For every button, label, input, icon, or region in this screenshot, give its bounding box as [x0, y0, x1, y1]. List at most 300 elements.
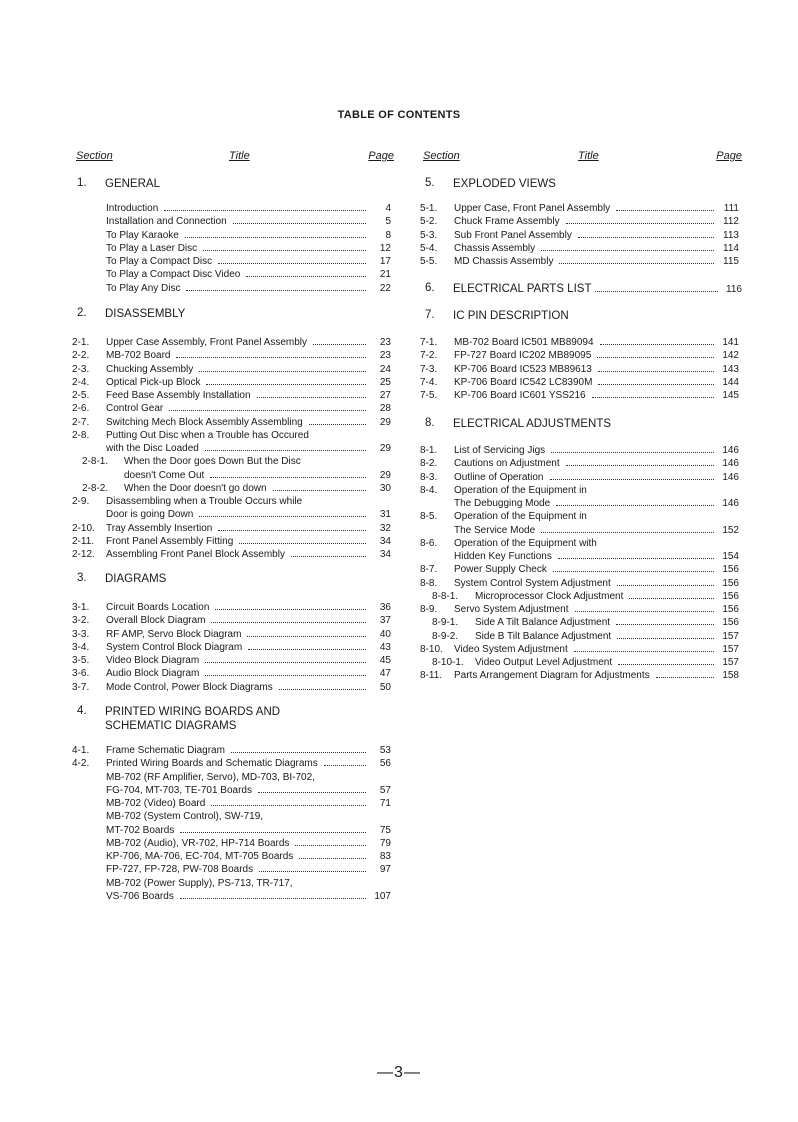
entry-title	[124, 469, 370, 482]
dot-leader	[169, 410, 366, 411]
entry-page: 111	[723, 203, 739, 214]
entry-number: 8-7.	[420, 564, 438, 576]
entry-page: 156	[722, 617, 739, 629]
entry-list	[420, 202, 742, 268]
toc-entry[interactable]	[72, 482, 394, 495]
entry-page: 97	[379, 864, 391, 876]
entry-number: 4-1.	[72, 745, 90, 756]
entry-title	[454, 497, 718, 510]
entry-title-text: MB-702 Board	[106, 350, 171, 362]
entry-title	[106, 282, 370, 295]
entry-number: 2-7.	[72, 416, 90, 428]
entry-title	[106, 797, 370, 810]
entry-title-text: Microprocessor Clock Adjustment	[475, 590, 624, 602]
dot-leader	[566, 223, 714, 224]
toc-entry[interactable]	[72, 654, 394, 667]
entry-title-text: MB-702 (Video) Board	[106, 798, 206, 809]
section-heading[interactable]	[420, 417, 742, 433]
entry-page: 27	[379, 390, 391, 401]
entry-title-text: System Control System Adjustment	[454, 577, 611, 589]
toc-entry[interactable]	[420, 389, 742, 402]
toc-section	[72, 705, 394, 902]
toc-entry[interactable]	[72, 824, 394, 837]
entry-title-text: MB-702 (Audio), VR-702, HP-714 Boards	[106, 837, 290, 849]
entry-number: 8-9-2.	[432, 630, 459, 642]
toc-entry[interactable]	[420, 444, 742, 457]
entry-title	[106, 681, 370, 694]
section-heading[interactable]	[72, 572, 394, 588]
entry-title	[106, 416, 370, 429]
entry-title-text: Introduction	[106, 203, 159, 214]
entry-number: 5-1.	[420, 203, 438, 214]
toc-entry[interactable]	[420, 616, 742, 629]
entry-number: 3-1.	[72, 602, 90, 613]
entry-title	[106, 429, 370, 442]
toc-entry[interactable]	[72, 455, 394, 468]
dot-leader	[205, 675, 366, 676]
toc-entry[interactable]	[420, 563, 742, 576]
toc-entry[interactable]	[72, 442, 394, 455]
section-heading[interactable]	[420, 177, 742, 193]
section-header: Section	[423, 150, 460, 162]
entry-title-text: Control Gear	[106, 403, 164, 415]
section-title: DIAGRAMS	[105, 573, 167, 585]
toc-entry[interactable]	[72, 744, 394, 757]
entry-page: 8	[385, 229, 391, 241]
entry-page: 112	[723, 216, 739, 228]
entry-title-text: Sub Front Panel Assembly	[454, 229, 572, 241]
section-heading[interactable]	[72, 307, 394, 323]
toc-entry[interactable]	[420, 630, 742, 643]
page-title: TABLE OF CONTENTS	[337, 109, 461, 121]
dot-leader	[550, 479, 715, 480]
entry-title-text: Frame Schematic Diagram	[106, 745, 225, 756]
section-number: 7.	[425, 309, 435, 321]
entry-page: 145	[722, 390, 739, 401]
section-number: 3.	[77, 572, 87, 584]
entry-number: 8-4.	[420, 484, 438, 496]
section-heading[interactable]	[420, 309, 742, 325]
toc-entry[interactable]	[72, 495, 394, 508]
dot-leader	[258, 792, 366, 793]
entry-number: 2-8.	[72, 429, 90, 441]
toc-entry[interactable]	[420, 550, 742, 563]
section-title: GENERAL	[105, 178, 160, 190]
toc-entry[interactable]	[72, 771, 394, 784]
dot-leader	[180, 898, 366, 899]
entry-title-text: KP-706 Board IC601 YSS216	[454, 390, 586, 401]
entry-page: 37	[379, 615, 391, 627]
toc-entry[interactable]	[420, 242, 742, 255]
entry-page: 12	[379, 242, 391, 254]
toc-entry[interactable]	[72, 376, 394, 389]
entry-title-text: To Play a Compact Disc Video	[106, 269, 241, 281]
entry-title-text: Chuck Frame Assembly	[454, 216, 560, 228]
toc-entry[interactable]	[72, 863, 394, 876]
section-heading[interactable]	[420, 282, 742, 298]
toc-entry[interactable]	[72, 349, 394, 362]
entry-number: 8-10-1.	[432, 657, 464, 668]
dot-leader	[215, 609, 366, 610]
entry-number: 3-4.	[72, 641, 90, 653]
toc-entry[interactable]	[72, 850, 394, 863]
toc-section	[72, 177, 394, 294]
dot-leader	[309, 424, 366, 425]
toc-entry[interactable]	[420, 376, 742, 389]
dot-leader	[618, 664, 714, 665]
entry-page: 146	[722, 458, 739, 470]
entry-page: 146	[722, 471, 739, 483]
toc-entry[interactable]	[420, 336, 742, 349]
entry-number: 8-5.	[420, 511, 438, 523]
entry-page: 4	[385, 203, 391, 214]
section-number: 2.	[77, 307, 87, 319]
entry-page: 31	[379, 509, 391, 521]
entry-title	[475, 630, 718, 643]
toc-entry[interactable]	[72, 667, 394, 680]
toc-entry[interactable]	[420, 497, 742, 510]
entry-page: 45	[379, 655, 391, 666]
entry-title	[106, 628, 370, 641]
entry-title	[106, 601, 370, 614]
section-heading[interactable]	[72, 705, 394, 732]
entry-page: 57	[379, 784, 391, 796]
entry-title-text: Video System Adjustment	[454, 643, 568, 655]
entry-page: 152	[722, 524, 739, 536]
entry-title-text: Parts Arrangement Diagram for Adjustments	[454, 670, 650, 682]
entry-title-text: Audio Block Diagram	[106, 668, 200, 680]
toc-section	[420, 309, 742, 401]
entry-title-text: When the Door goes Down But the Disc	[124, 456, 301, 468]
entry-page: 34	[379, 549, 391, 560]
entry-page: 17	[379, 256, 391, 267]
entry-title-text: Side A Tilt Balance Adjustment	[475, 617, 611, 629]
toc-entry[interactable]	[72, 268, 394, 281]
entry-title-text: Front Panel Assembly Fitting	[106, 535, 234, 547]
entry-title	[106, 614, 370, 627]
entry-number: 7-3.	[420, 363, 438, 375]
entry-page: 156	[722, 590, 739, 602]
section-number: 1.	[77, 177, 87, 189]
entry-title	[454, 563, 718, 576]
toc-entry[interactable]	[72, 757, 394, 770]
toc-entry[interactable]	[72, 548, 394, 561]
dot-leader	[206, 384, 366, 385]
entry-title	[106, 376, 370, 389]
entry-title	[454, 255, 718, 268]
toc-entry[interactable]	[72, 282, 394, 295]
entry-title	[106, 363, 370, 376]
entry-page: 32	[379, 522, 391, 534]
entry-page: 156	[722, 564, 739, 576]
dot-leader	[205, 450, 366, 451]
section-page: 116	[726, 284, 742, 295]
entry-page: 24	[379, 363, 391, 375]
entry-number: 7-5.	[420, 390, 438, 401]
toc-entry[interactable]	[420, 471, 742, 484]
entry-title-text: Putting Out Disc when a Trouble has Occured	[106, 429, 309, 441]
entry-title-text: MB-702 Board IC501 MB89094	[454, 337, 594, 348]
entry-title-text: Assembling Front Panel Block Assembly	[106, 549, 285, 560]
entry-title	[454, 363, 718, 376]
toc-entry[interactable]	[72, 522, 394, 535]
section-title: ELECTRICAL PARTS LIST	[453, 283, 592, 295]
dot-leader	[185, 237, 366, 238]
toc-entry[interactable]	[420, 537, 742, 550]
toc-entry[interactable]	[420, 590, 742, 603]
toc-entry[interactable]	[72, 784, 394, 797]
entry-page: 107	[374, 890, 391, 902]
entry-title	[106, 349, 370, 362]
toc-entry[interactable]	[72, 429, 394, 442]
entry-title-text: Switching Mech Block Assembly Assembling	[106, 416, 303, 428]
entry-list	[72, 336, 394, 561]
dot-leader	[595, 291, 718, 292]
entry-number: 8-8.	[420, 577, 438, 589]
entry-list	[72, 202, 394, 295]
toc-entry[interactable]	[420, 255, 742, 268]
entry-number: 5-4.	[420, 242, 438, 254]
toc-entry[interactable]	[72, 469, 394, 482]
section-title: DISASSEMBLY	[105, 308, 186, 320]
entry-number: 4-2.	[72, 758, 90, 770]
toc-entry[interactable]	[72, 229, 394, 242]
toc-entry[interactable]	[72, 797, 394, 810]
toc-entry[interactable]	[420, 349, 742, 362]
entry-number: 7-1.	[420, 337, 438, 348]
toc-entry[interactable]	[420, 669, 742, 682]
entry-title-text: Printed Wiring Boards and Schematic Diagrams	[106, 758, 318, 770]
dot-leader	[556, 505, 714, 506]
toc-entry[interactable]	[72, 389, 394, 402]
toc-entry[interactable]	[72, 508, 394, 521]
entry-title	[106, 215, 370, 228]
entry-page: 23	[379, 337, 391, 348]
entry-title-text: MB-702 (Power Supply), PS-713, TR-717,	[106, 877, 293, 889]
toc-entry[interactable]	[420, 215, 742, 228]
entry-number: 8-2.	[420, 458, 438, 470]
entry-title-text: To Play Any Disc	[106, 282, 181, 294]
entry-title-text: KP-706 Board IC542 LC8390M	[454, 376, 593, 388]
left-column	[72, 150, 394, 902]
column-header	[72, 150, 394, 166]
entry-title-text: System Control Block Diagram	[106, 641, 243, 653]
toc-section	[420, 177, 742, 267]
toc-entry[interactable]	[72, 535, 394, 548]
toc-entry[interactable]	[72, 681, 394, 694]
entry-title-text: Operation of the Equipment with	[454, 537, 597, 549]
entry-number: 7-2.	[420, 350, 438, 362]
toc-entry[interactable]	[420, 202, 742, 215]
entry-title-text: KP-706, MA-706, EC-704, MT-705 Boards	[106, 851, 294, 862]
entry-title	[106, 771, 370, 784]
entry-title	[454, 457, 718, 470]
toc-entry[interactable]	[72, 416, 394, 429]
entry-page: 114	[723, 242, 739, 254]
entry-title	[106, 824, 370, 837]
entry-page: 157	[722, 657, 739, 668]
entry-number: 2-10.	[72, 522, 95, 534]
entry-title-text: Side B Tilt Balance Adjustment	[475, 630, 612, 642]
entry-title-text: Hidden Key Functions	[454, 551, 552, 562]
entry-title	[106, 890, 370, 903]
toc-section	[72, 572, 394, 693]
entry-number: 2-2.	[72, 350, 90, 362]
entry-title-text: FP-727, FP-728, PW-708 Boards	[106, 864, 254, 876]
dot-leader	[205, 662, 366, 663]
toc-entry[interactable]	[72, 202, 394, 215]
entry-title	[454, 242, 718, 255]
toc-entry[interactable]	[72, 402, 394, 415]
entry-title-text: Overall Block Diagram	[106, 615, 206, 627]
dot-leader	[211, 805, 366, 806]
toc-entry[interactable]	[420, 524, 742, 537]
entry-page: 21	[379, 269, 391, 281]
entry-page: 29	[379, 469, 391, 481]
dot-leader	[578, 237, 714, 238]
entry-title-text: KP-706 Board IC523 MB89613	[454, 363, 592, 375]
title-header: Title	[229, 150, 250, 162]
entry-page: 141	[722, 337, 739, 348]
entry-title	[454, 471, 718, 484]
entry-title	[454, 577, 718, 590]
entry-number: 5-2.	[420, 216, 438, 228]
dot-leader	[218, 263, 366, 264]
column-header	[420, 150, 742, 166]
dot-leader	[592, 397, 714, 398]
dot-leader	[551, 452, 714, 453]
toc-entry[interactable]	[72, 336, 394, 349]
entry-title-text: Feed Base Assembly Installation	[106, 390, 251, 401]
toc-entry[interactable]	[420, 656, 742, 669]
entry-page: 158	[722, 670, 739, 682]
entry-page: 144	[722, 376, 739, 388]
entry-title	[106, 268, 370, 281]
entry-title	[454, 336, 718, 349]
entry-page: 43	[379, 641, 391, 653]
toc-entry[interactable]	[72, 601, 394, 614]
section-number: 5.	[425, 177, 435, 189]
entry-title	[454, 669, 718, 682]
entry-title	[454, 510, 718, 523]
entry-title	[454, 444, 718, 457]
toc-entry[interactable]	[420, 643, 742, 656]
entry-page: 146	[722, 445, 739, 456]
section-title: IC PIN DESCRIPTION	[453, 310, 569, 322]
dot-leader	[575, 611, 715, 612]
entry-title-text: Outline of Operation	[454, 471, 544, 483]
dot-leader	[199, 371, 366, 372]
entry-title-text: VS-706 Boards	[106, 890, 174, 902]
toc-entry[interactable]	[420, 457, 742, 470]
entry-page: 22	[379, 282, 391, 294]
entry-title-text: Circuit Boards Location	[106, 602, 210, 613]
entry-title	[124, 455, 370, 468]
dot-leader	[617, 585, 714, 586]
dot-leader	[233, 223, 366, 224]
dot-leader	[616, 624, 714, 625]
dot-leader	[598, 371, 714, 372]
entry-title-text: doesn't Come Out	[124, 469, 205, 481]
toc-entry[interactable]	[72, 890, 394, 903]
entry-title-text: Disassembling when a Trouble Occurs while	[106, 496, 303, 507]
entry-number: 8-11.	[420, 670, 443, 682]
dot-leader	[313, 344, 366, 345]
toc-entry[interactable]	[72, 641, 394, 654]
dot-leader	[291, 556, 366, 557]
toc-entry[interactable]	[420, 229, 742, 242]
toc-entry[interactable]	[420, 577, 742, 590]
toc-entry[interactable]	[72, 363, 394, 376]
entry-page: 28	[379, 403, 391, 415]
section-heading[interactable]	[72, 177, 394, 193]
toc-entry[interactable]	[72, 810, 394, 823]
dot-leader	[616, 210, 714, 211]
entry-title	[454, 550, 718, 563]
entry-page: 83	[379, 851, 391, 862]
entry-title-text: FG-704, MT-703, TE-701 Boards	[106, 784, 252, 796]
entry-page: 156	[722, 577, 739, 589]
toc-entry[interactable]	[72, 215, 394, 228]
entry-page: 23	[379, 350, 391, 362]
entry-title	[106, 810, 370, 823]
toc-entry[interactable]	[72, 628, 394, 641]
toc-entry[interactable]	[420, 510, 742, 523]
entry-title	[106, 863, 370, 876]
entry-title	[106, 784, 370, 797]
dot-leader	[656, 677, 714, 678]
entry-number: 7-4.	[420, 376, 438, 388]
entry-title-text: When the Door doesn't go down	[124, 482, 267, 494]
entry-title	[106, 744, 370, 757]
toc-entry[interactable]	[72, 255, 394, 268]
toc-entry[interactable]	[72, 614, 394, 627]
entry-title-text: Upper Case Assembly, Front Panel Assembly	[106, 337, 308, 348]
dot-leader	[597, 357, 714, 358]
dot-leader	[239, 543, 366, 544]
entry-title-text: Installation and Connection	[106, 216, 227, 228]
entry-title	[106, 508, 370, 521]
toc-entry[interactable]	[72, 837, 394, 850]
entry-title	[454, 349, 718, 362]
page-header: Page	[716, 150, 742, 162]
toc-entry[interactable]	[420, 484, 742, 497]
entry-title	[454, 643, 718, 656]
toc-entry[interactable]	[420, 363, 742, 376]
entry-page: 29	[379, 443, 391, 454]
toc-entry[interactable]	[72, 877, 394, 890]
toc-section	[420, 282, 742, 298]
entry-page: 5	[385, 216, 391, 228]
toc-entry[interactable]	[420, 603, 742, 616]
dot-leader	[279, 689, 366, 690]
entry-page: 30	[379, 482, 391, 494]
entry-title	[106, 495, 370, 508]
toc-entry[interactable]	[72, 242, 394, 255]
dot-leader	[176, 357, 366, 358]
entry-title-text: To Play a Compact Disc	[106, 256, 213, 267]
dot-leader	[186, 290, 366, 291]
entry-number: 2-5.	[72, 390, 90, 401]
page-header: Page	[368, 150, 394, 162]
entry-title	[454, 524, 718, 537]
entry-title	[106, 837, 370, 850]
entry-title-text: Cautions on Adjustment	[454, 458, 560, 470]
entry-title	[475, 656, 718, 669]
entry-number: 3-6.	[72, 668, 90, 680]
dot-leader	[231, 752, 366, 753]
entry-title	[106, 202, 370, 215]
